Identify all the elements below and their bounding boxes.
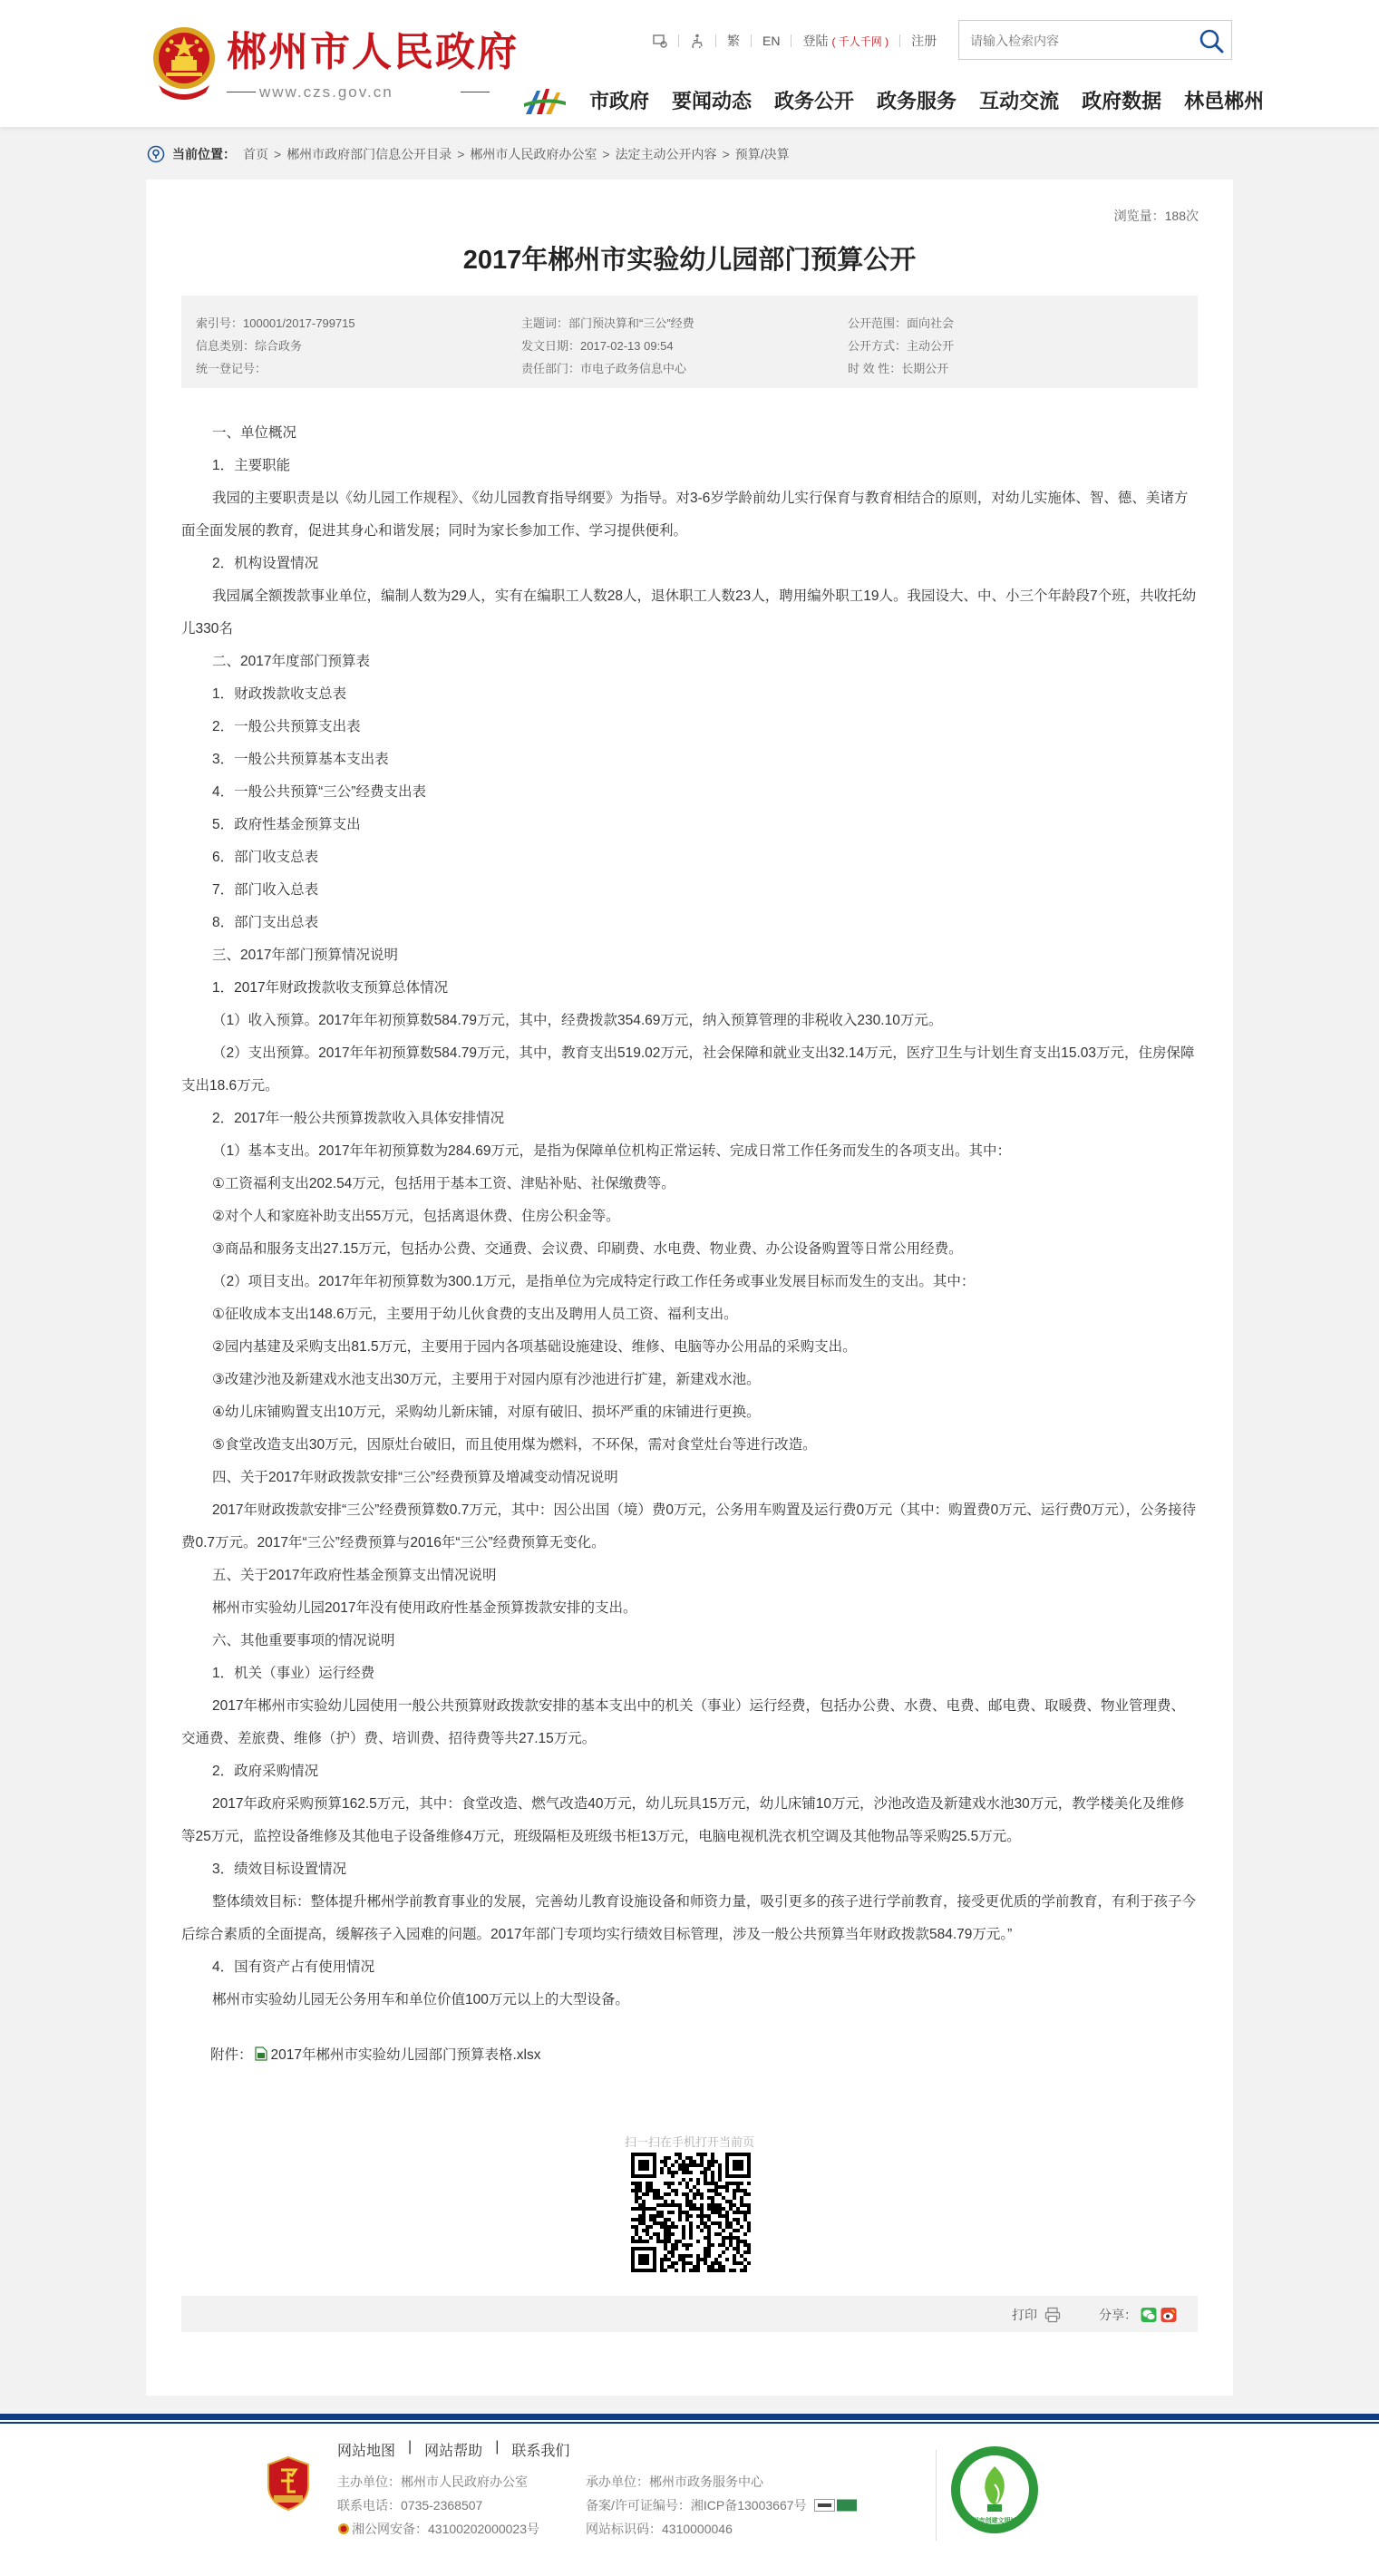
- breadcrumb-label: 当前位置：: [172, 147, 236, 161]
- footer-links: 网站地图 | 网站帮助 | 联系我们: [337, 2439, 570, 2459]
- footer-link-sitemap[interactable]: 网站地图: [337, 2444, 396, 2459]
- nav-item-government-services[interactable]: 政务服务: [877, 90, 957, 112]
- content-paragraph: 我园的主要职责是以《幼儿园工作规程》、《幼儿园教育指导纲要》为指导。对3-6岁学龄前幼儿实行保育与教育相结合的原则，对幼儿实施体、智、德、美诸方面全面发展的教育，促进其身心和谐发展；同时为家长参加工作、学习提供便利。: [181, 491, 1189, 539]
- footer-info-right: [586, 2470, 858, 2541]
- content-paragraph: ②对个人和家庭补助支出55万元，包括离退休费、住房公积金等。: [212, 1209, 620, 1224]
- footer-link-contact[interactable]: 联系我们: [511, 2444, 570, 2459]
- share-group: [1099, 2306, 1177, 2324]
- footer-host: 主办单位：郴州市人民政府办公室: [337, 2474, 528, 2489]
- meta-index-no: 索引号：100001/2017-799715: [196, 316, 355, 330]
- meta-category: 信息类别：综合政务: [196, 339, 303, 353]
- content-paragraph: 我园属全额拨款事业单位，编制人数为29人，实有在编职工人数28人，退休职工人数23人，聘用编外职工19人。我园设大、中、小三个年龄段7个班，共收托幼儿330名: [181, 588, 1197, 637]
- share-label: 分享：: [1099, 2308, 1137, 2322]
- footer-police-record[interactable]: 湘公网安备：43100202000023号: [337, 2517, 539, 2541]
- party-government-badge-icon[interactable]: [265, 2455, 312, 2512]
- content-paragraph: ③改建沙池及新建戏水池支出30万元，主要用于对园内原有沙池进行扩建，新建戏水池。: [212, 1372, 761, 1387]
- content-paragraph: 1．机关（事业）运行经费: [212, 1666, 375, 1681]
- content-paragraph: ①工资福利支出202.54万元，包括用于基本工资、津贴补贴、社保缴费等。: [212, 1176, 675, 1191]
- meta-validity: 时 效 性：长期公开: [848, 362, 949, 375]
- civilized-city-seal-icon[interactable]: [949, 2445, 1040, 2535]
- content-paragraph: 郴州市实验幼儿园无公务用车和单位价值100万元以上的大型设备。: [212, 1992, 629, 2007]
- content-paragraph: 2017年郴州市实验幼儿园使用一般公共预算财政拨款安排的基本支出中的机关（事业）运行经费，包括办公费、水费、电费、邮电费、取暖费、物业管理费、交通费、差旅费、维修（护）费、培训费、招待费等共27.15万元。: [181, 1698, 1185, 1746]
- content-paragraph: 1．2017年财政拨款收支预算总体情况: [212, 980, 449, 996]
- content-paragraph: 6．部门收支总表: [212, 850, 319, 865]
- content-paragraph: 二、2017年度部门预算表: [212, 654, 370, 669]
- content-paragraph: 8．部门支出总表: [212, 915, 319, 930]
- login-note: ( 千人千网 ): [831, 34, 889, 48]
- meta-date: 发文日期：2017-02-13 09:54: [521, 339, 674, 353]
- footer-organizer: 承办单位：郴州市政务服务中心: [586, 2474, 763, 2489]
- content-paragraph: 2017年财政拨款安排“三公”经费预算数0.7万元，其中：因公出国（境）费0万元，公务用车购置及运行费0万元（其中：购置费0万元、运行费0万元），公务接待费0.7万元。2017年“三公”经费预算与2016年“三公”经费预算无变化。: [181, 1502, 1197, 1550]
- site-header: [0, 0, 1379, 127]
- nav-item-news[interactable]: 要闻动态: [672, 90, 753, 112]
- wechat-icon[interactable]: [1141, 2307, 1157, 2323]
- footer-icp[interactable]: 备案/许可证编号：湘ICP备13003667号: [586, 2493, 858, 2517]
- seal-text: 郴州市创建文明城市: [966, 2518, 1024, 2524]
- content-paragraph: （1）收入预算。2017年年初预算数584.79万元，其中，经费拨款354.69万元，纳入预算管理的非税收入230.10万元。: [212, 1013, 943, 1028]
- content-paragraph: ②园内基建及采购支出81.5万元，主要用于园内各项基础设施建设、维修、电脑等办公用品的采购支出。: [212, 1339, 857, 1355]
- excel-file-icon: [255, 2046, 267, 2061]
- content-paragraph: ④幼儿床铺购置支出10万元，采购幼儿新床铺，对原有破旧、损坏严重的床铺进行更换。: [212, 1405, 761, 1420]
- login-link[interactable]: 登陆: [802, 34, 829, 48]
- content-paragraph: ①征收成本支出148.6万元，主要用于幼儿伙食费的支出及聘用人员工资、福利支出。: [212, 1307, 738, 1322]
- register-link[interactable]: 注册: [911, 34, 937, 48]
- english-link[interactable]: EN: [762, 34, 781, 48]
- content-paragraph: 5．政府性基金预算支出: [212, 817, 361, 832]
- accessibility-screen-icon[interactable]: [653, 34, 667, 48]
- content-paragraph: （2）项目支出。2017年年初预算数为300.1万元，是指单位为完成特定行政工作任务或事业发展目标而发生的支出。其中：: [212, 1274, 976, 1289]
- site-title[interactable]: 郴州市人民政府: [227, 29, 519, 75]
- share-bar: [181, 2296, 1198, 2332]
- police-badge-icon: [337, 2523, 350, 2535]
- content-paragraph: 1．主要职能: [212, 458, 291, 473]
- content-paragraph: 3．一般公共预算基本支出表: [212, 752, 389, 767]
- content-paragraph: 2．一般公共预算支出表: [212, 719, 361, 734]
- content-paragraph: 2．政府采购情况: [212, 1764, 319, 1779]
- content-paragraph: ③商品和服务支出27.15万元，包括办公费、交通费、会议费、印刷费、水电费、物业费、办公设备购置等日常公用经费。: [212, 1241, 963, 1257]
- content-paragraph: 一、单位概况: [212, 425, 297, 441]
- meta-reg-no: 统一登记号：: [196, 362, 267, 375]
- meta-department: 责任部门：市电子政务信息中心: [521, 362, 687, 375]
- cnnic-badge-icon: [814, 2499, 858, 2512]
- print-label: 打印: [1012, 2308, 1037, 2322]
- nav-item-government-data[interactable]: 政府数据: [1082, 90, 1162, 112]
- printer-icon: [1044, 2307, 1061, 2323]
- article-card: [146, 180, 1233, 2396]
- content-paragraph: 1．财政拨款收支总表: [212, 686, 347, 702]
- nav-item-linyi-chenzhou[interactable]: 林邑郴州: [1184, 90, 1265, 112]
- nav-item-government-disclosure[interactable]: 政务公开: [774, 90, 855, 112]
- content-paragraph: 7．部门收入总表: [212, 882, 319, 898]
- site-url: www.czs.gov.cn: [259, 83, 393, 101]
- breadcrumb-item[interactable]: 法定主动公开内容: [615, 147, 717, 161]
- meta-scope: 公开范围：面向社会: [848, 316, 955, 330]
- traditional-chinese-link[interactable]: 繁: [727, 34, 740, 48]
- breadcrumb-home[interactable]: 首页: [243, 147, 268, 161]
- nav-item-city-government[interactable]: 市政府: [589, 90, 650, 112]
- qr-label: 扫一扫在手机打开当前页: [624, 2135, 754, 2149]
- content-paragraph: 4．国有资产占有使用情况: [212, 1959, 375, 1975]
- content-paragraph: 4．一般公共预算“三公”经费支出表: [212, 784, 426, 800]
- location-pin-icon: [147, 145, 165, 163]
- view-count: 浏览量：188次: [1113, 209, 1199, 223]
- top-toolbar: [653, 27, 937, 54]
- main-nav: [589, 85, 1264, 118]
- nav-logo-icon: [522, 83, 568, 120]
- content-paragraph: 郴州市实验幼儿园2017年没有使用政府性基金预算拨款安排的支出。: [212, 1600, 637, 1616]
- breadcrumb-item[interactable]: 郴州市人民政府办公室: [470, 147, 597, 161]
- meta-keywords: 主题词：部门预决算和“三公”经费: [521, 316, 694, 330]
- footer-phone: 联系电话：0735-2368507: [337, 2498, 483, 2513]
- article-meta: [181, 296, 1198, 388]
- accessibility-icon[interactable]: [690, 34, 704, 48]
- content-paragraph: 2．2017年一般公共预算拨款收入具体安排情况: [212, 1111, 505, 1126]
- print-button[interactable]: [1012, 2306, 1061, 2324]
- search-icon[interactable]: [1197, 26, 1226, 55]
- footer-site-code: 网站标识码：4310000046: [586, 2522, 733, 2536]
- content-paragraph: 3．绩效目标设置情况: [212, 1862, 347, 1877]
- meta-method: 公开方式：主动公开: [848, 339, 955, 353]
- content-paragraph: （1）基本支出。2017年年初预算数为284.69万元，是指为保障单位机构正常运转、完成日常工作任务而发生的各项支出。其中：: [212, 1143, 1012, 1159]
- breadcrumb-item[interactable]: 预算/决算: [734, 147, 790, 161]
- site-footer: [0, 2414, 1379, 2576]
- content-paragraph: 四、关于2017年财政拨款安排“三公”经费预算及增减变动情况说明: [212, 1470, 618, 1485]
- footer-link-help[interactable]: 网站帮助: [424, 2444, 483, 2459]
- footer-info-left: [337, 2470, 539, 2541]
- content-paragraph: 六、其他重要事项的情况说明: [212, 1633, 395, 1648]
- national-emblem-icon: [150, 22, 219, 103]
- content-paragraph: 三、2017年部门预算情况说明: [212, 948, 398, 963]
- content-paragraph: 五、关于2017年政府性基金预算支出情况说明: [212, 1568, 497, 1583]
- content-paragraph: 整体绩效目标：整体提升郴州学前教育事业的发展，完善幼儿教育设施设备和师资力量，吸引更多的孩子进行学前教育，接受更优质的学前教育，有利于孩子今后综合素质的全面提高，缓解孩子入园难的问题。2017年部门专项均实行绩效目标管理，涉及一般公共预算当年财政拨款584.79万元。”: [181, 1894, 1197, 1942]
- content-paragraph: （2）支出预算。2017年年初预算数584.79万元，其中，教育支出519.02万元，社会保障和就业支出32.14万元，医疗卫生与计划生育支出15.03万元，住房保障支出18.6万元。: [181, 1045, 1195, 1094]
- attachment: [210, 2044, 541, 2064]
- page-title: 2017年郴州市实验幼儿园部门预算公开: [462, 246, 917, 275]
- weibo-icon[interactable]: [1160, 2307, 1177, 2323]
- article-content: [181, 417, 1198, 2017]
- content-paragraph: ⑤食堂改造支出30万元，因原灶台破旧，而且使用煤为燃料，不环保，需对食堂灶台等进行改造。: [212, 1437, 817, 1453]
- breadcrumb-item[interactable]: 郴州市政府部门信息公开目录: [286, 147, 452, 161]
- breadcrumb: 当前位置： 首页 > 郴州市政府部门信息公开目录 > 郴州市人民政府办公室 > 法定主动公开内容 > 预算/决算: [147, 143, 790, 165]
- attachment-link[interactable]: 2017年郴州市实验幼儿园部门预算表格.xlsx: [270, 2047, 541, 2063]
- content-paragraph: 2017年政府采购预算162.5万元，其中：食堂改造、燃气改造40万元，幼儿玩具15万元，幼儿床铺10万元，沙池改造及新建戏水池30万元，教学楼美化及维修等25万元，监控设备维修及其他电子设备维修4万元，班级隔柜及班级书柜13万元，电脑电视机洗衣机空调及其他物品等采购25.5万元。: [181, 1796, 1185, 1844]
- nav-item-interaction[interactable]: 互动交流: [979, 90, 1060, 112]
- qr-code-icon: [631, 2153, 751, 2272]
- search-box: [958, 20, 1232, 60]
- search-input[interactable]: [970, 30, 1188, 52]
- attachment-label: 附件：: [210, 2047, 253, 2063]
- content-paragraph: 2．机构设置情况: [212, 556, 319, 571]
